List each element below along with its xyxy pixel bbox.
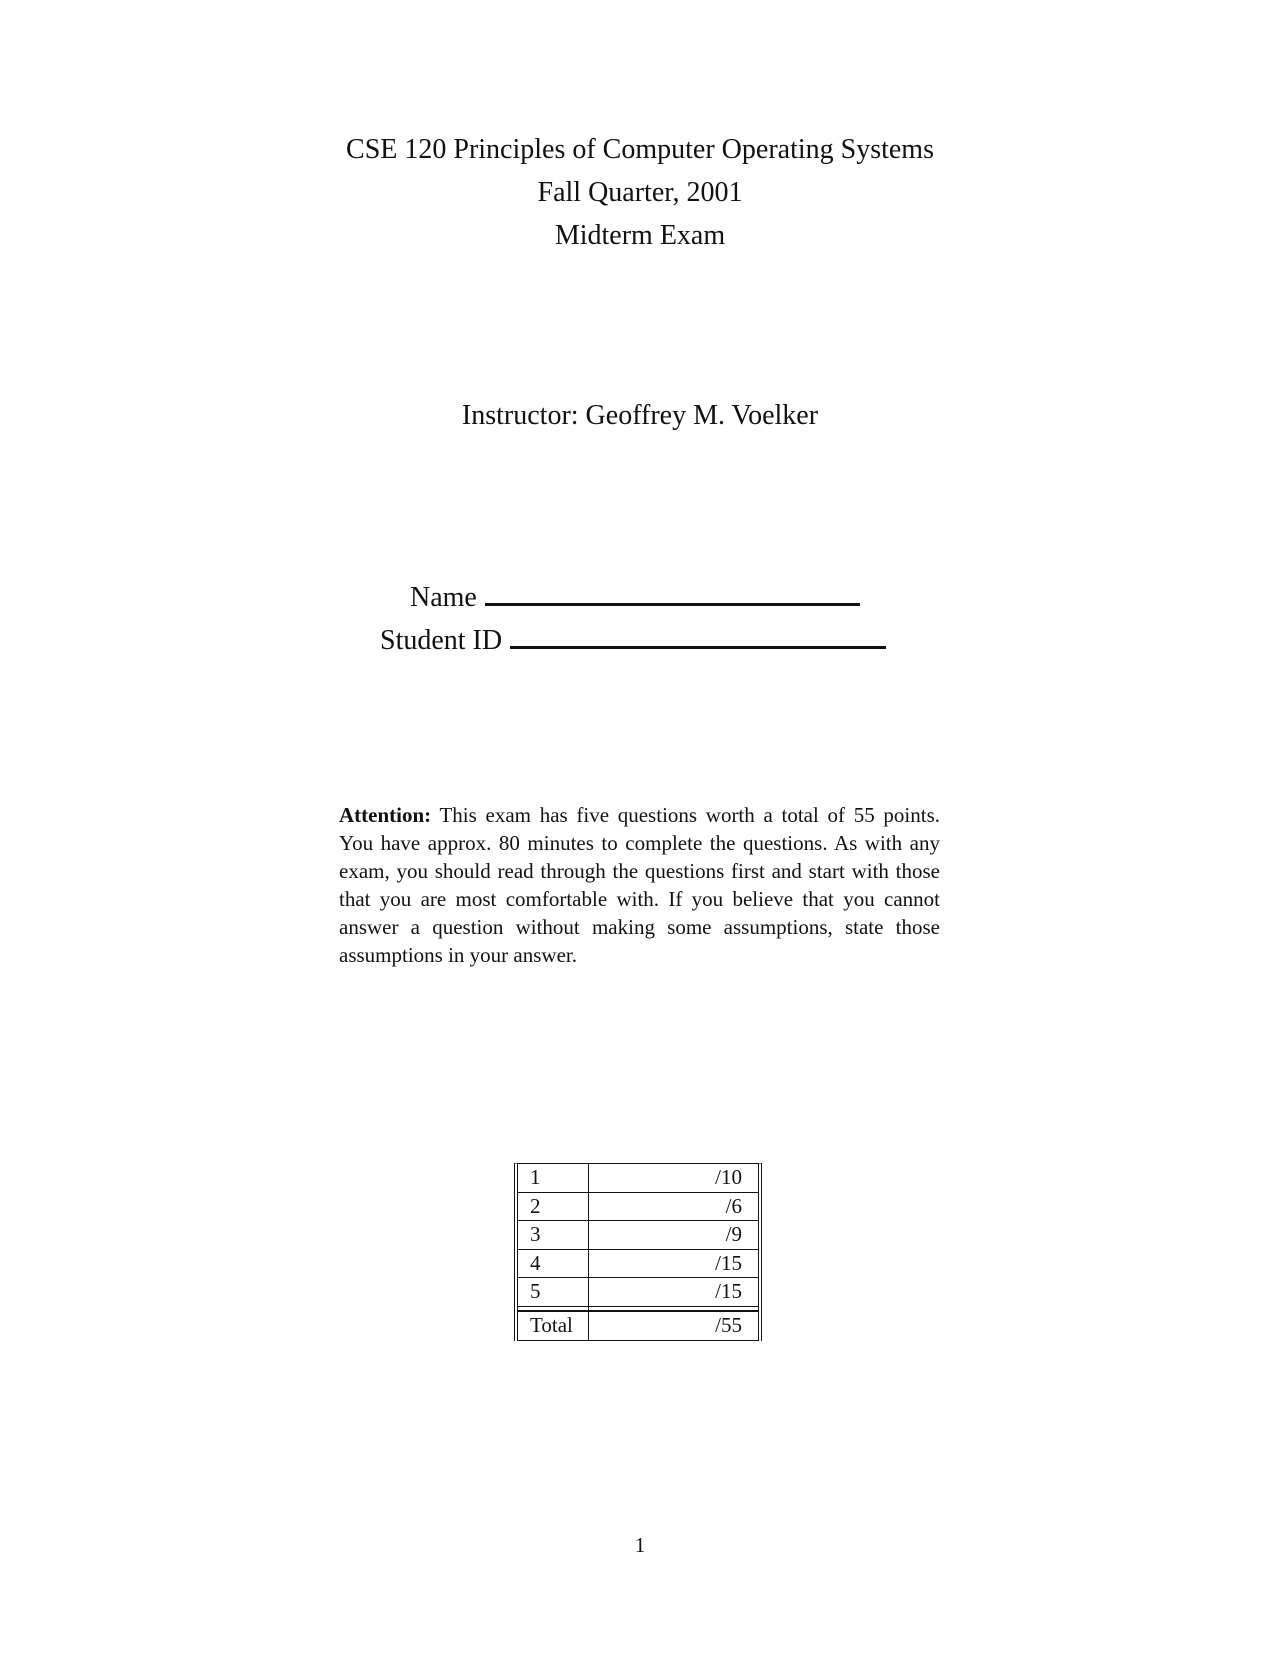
question-points: /10 xyxy=(589,1164,758,1193)
score-row xyxy=(518,1250,758,1279)
total-label: Total xyxy=(518,1311,589,1341)
score-table xyxy=(514,1163,762,1341)
attention-paragraph xyxy=(339,801,940,969)
term: Fall Quarter, 2001 xyxy=(537,177,743,208)
score-table-grid xyxy=(514,1163,762,1341)
score-row xyxy=(518,1193,758,1222)
student-id-blank-line[interactable] xyxy=(510,622,886,649)
question-number: 1 xyxy=(518,1164,589,1193)
page-number: 1 xyxy=(634,1533,646,1557)
question-number: 3 xyxy=(518,1221,589,1250)
total-points: /55 xyxy=(589,1311,758,1341)
attention-text: This exam has five questions worth a total of 55 points. You have approx. 80 minutes to complete the questions. As with any exam, you should read through the questions first and start with those that you are most comfortable with. If you believe that you cannot answer a question without making some assumptions, state those assumptions in your answer. xyxy=(339,803,940,967)
question-points: /9 xyxy=(589,1221,758,1250)
name-label: Name xyxy=(410,582,477,613)
question-number: 5 xyxy=(518,1278,589,1307)
score-row xyxy=(518,1221,758,1250)
exam-title: Midterm Exam xyxy=(554,220,726,251)
student-id-field-row xyxy=(380,619,886,662)
name-field-row xyxy=(410,576,860,619)
question-number: 4 xyxy=(518,1250,589,1279)
question-points: /15 xyxy=(589,1278,758,1307)
attention-label: Attention: xyxy=(339,803,432,827)
name-blank-line[interactable] xyxy=(485,579,860,606)
question-points: /15 xyxy=(589,1250,758,1279)
title-block xyxy=(0,128,1280,257)
question-points: /6 xyxy=(589,1193,758,1222)
course-title: CSE 120 Principles of Computer Operating Systems xyxy=(346,134,934,165)
student-id-label: Student ID xyxy=(380,625,503,656)
question-number: 2 xyxy=(518,1193,589,1222)
instructor: Instructor: Geoffrey M. Voelker xyxy=(461,400,819,431)
total-row xyxy=(518,1311,758,1341)
score-row xyxy=(518,1164,758,1193)
score-row xyxy=(518,1278,758,1307)
